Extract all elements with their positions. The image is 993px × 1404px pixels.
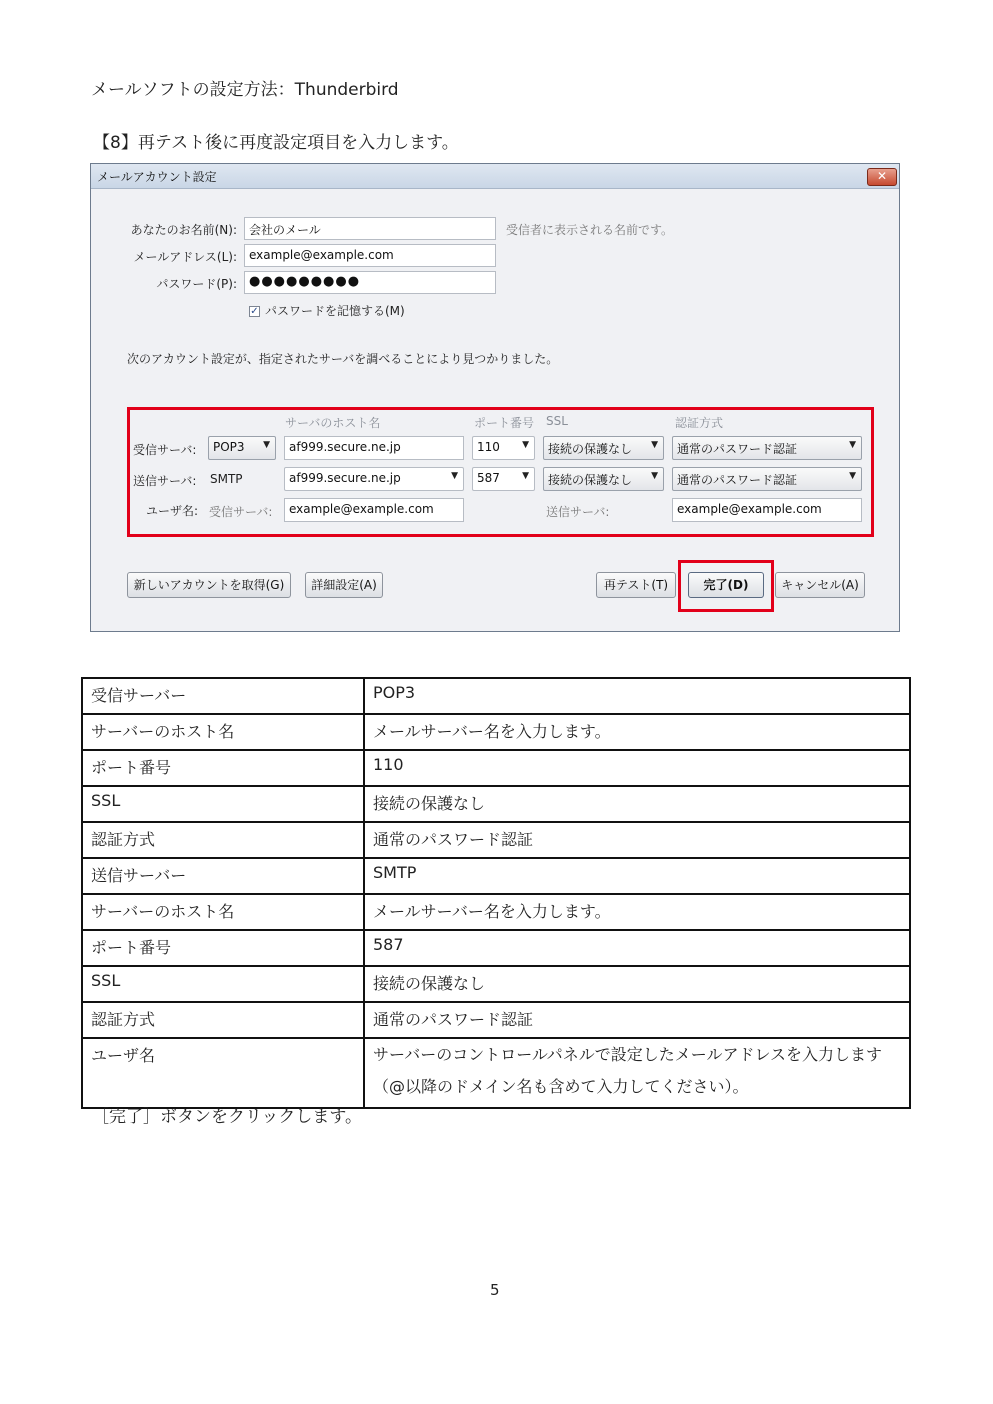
table-key-cell: SSL: [82, 966, 364, 1002]
table-key-cell: サーバーのホスト名: [82, 714, 364, 750]
table-value-cell: POP3: [364, 678, 910, 714]
chevron-down-icon: ▼: [651, 471, 658, 481]
incoming-port-value: 110: [477, 440, 500, 454]
done-button[interactable]: 完了(D): [688, 572, 764, 598]
name-hint: 受信者に表示される名前です。: [506, 223, 674, 237]
table-key-cell: ユーザ名: [82, 1038, 364, 1108]
retest-button[interactable]: 再テスト(T): [596, 572, 676, 598]
email-input[interactable]: example@example.com: [244, 244, 496, 267]
password-input[interactable]: ●●●●●●●●●: [244, 271, 496, 294]
table-key-cell: 送信サーバー: [82, 858, 364, 894]
remember-password-label: パスワードを記憶する(M): [265, 304, 405, 318]
remember-password-checkbox[interactable]: ✓: [250, 306, 259, 317]
username-outgoing-label: 送信サーバ:: [546, 505, 610, 519]
email-label: メールアドレス(L):: [133, 250, 237, 264]
outgoing-auth-select[interactable]: [672, 467, 862, 491]
dialog-body: [91, 189, 899, 631]
incoming-ssl-value: 接続の保護なし: [548, 442, 633, 456]
table-key-cell: SSL: [82, 786, 364, 822]
table-row: [82, 1038, 910, 1108]
password-label: パスワード(P):: [156, 277, 237, 291]
table-key-cell: 認証方式: [82, 1002, 364, 1038]
outgoing-type-value: SMTP: [210, 472, 243, 486]
username-label: ユーザ名:: [146, 504, 199, 518]
dialog-titlebar: [91, 164, 899, 189]
mail-account-dialog: [90, 163, 900, 632]
table-row: [82, 750, 910, 786]
chevron-down-icon: ▼: [849, 440, 856, 450]
incoming-type-select[interactable]: [208, 436, 276, 460]
table-row: [82, 966, 910, 1002]
table-value-cell: メールサーバー名を入力します。: [364, 894, 910, 930]
outgoing-port-value: 587: [477, 471, 500, 485]
outgoing-host-value: af999.secure.ne.jp: [289, 471, 401, 485]
chevron-down-icon: ▼: [263, 440, 270, 450]
username-outgoing-input[interactable]: example@example.com: [672, 498, 862, 522]
username-incoming-input[interactable]: example@example.com: [284, 498, 464, 522]
chevron-down-icon: ▼: [849, 471, 856, 481]
col-host-header: サーバのホスト名: [285, 416, 381, 430]
table-row: [82, 678, 910, 714]
click-done-note: ［完了］ボタンをクリックします。: [92, 1107, 362, 1127]
chevron-down-icon: ▼: [522, 440, 529, 450]
name-input[interactable]: 会社のメール: [244, 217, 496, 240]
found-message: 次のアカウント設定が、指定されたサーバを調べることにより見つかりました。: [127, 352, 559, 366]
table-key-cell: ポート番号: [82, 930, 364, 966]
advanced-settings-button[interactable]: 詳細設定(A): [305, 572, 383, 598]
table-row: [82, 822, 910, 858]
chevron-down-icon: ▼: [451, 471, 458, 481]
cancel-button[interactable]: キャンセル(A): [775, 572, 865, 598]
step-heading: 【8】再テスト後に再度設定項目を入力します。: [93, 133, 459, 153]
table-value-cell: SMTP: [364, 858, 910, 894]
incoming-auth-select[interactable]: [672, 436, 862, 460]
col-ssl-header: SSL: [546, 414, 568, 428]
table-value-cell: サーバーのコントロールパネルで設定したメールアドレスを入力します（@以降のドメイン名も含めて入力してください）。: [364, 1038, 910, 1108]
incoming-type-value: POP3: [213, 440, 245, 454]
new-account-button[interactable]: 新しいアカウントを取得(G): [127, 572, 291, 598]
table-row: [82, 930, 910, 966]
table-value-cell: メールサーバー名を入力します。: [364, 714, 910, 750]
settings-table: [81, 677, 911, 1109]
table-key-cell: 受信サーバー: [82, 678, 364, 714]
table-key-cell: 認証方式: [82, 822, 364, 858]
incoming-server-label: 受信サーバ:: [133, 443, 197, 457]
outgoing-port-combo[interactable]: [472, 467, 535, 491]
incoming-port-combo[interactable]: [472, 436, 535, 460]
table-row: [82, 858, 910, 894]
outgoing-host-combo[interactable]: [284, 467, 464, 491]
chevron-down-icon: ▼: [522, 471, 529, 481]
table-key-cell: サーバーのホスト名: [82, 894, 364, 930]
document-title: メールソフトの設定方法：Thunderbird: [91, 80, 399, 100]
table-value-cell: 通常のパスワード認証: [364, 822, 910, 858]
outgoing-ssl-value: 接続の保護なし: [548, 473, 633, 487]
incoming-ssl-select[interactable]: [543, 436, 664, 460]
col-auth-header: 認証方式: [675, 416, 724, 430]
table-row: [82, 786, 910, 822]
outgoing-server-label: 送信サーバ:: [133, 474, 197, 488]
outgoing-ssl-select[interactable]: [543, 467, 664, 491]
table-row: [82, 1002, 910, 1038]
table-row: [82, 894, 910, 930]
table-value-cell: 接続の保護なし: [364, 786, 910, 822]
name-label: あなたのお名前(N):: [130, 223, 237, 237]
table-row: [82, 714, 910, 750]
outgoing-auth-value: 通常のパスワード認証: [677, 473, 798, 487]
chevron-down-icon: ▼: [651, 440, 658, 450]
username-incoming-label: 受信サーバ:: [209, 505, 273, 519]
page-number: 5: [490, 1281, 500, 1299]
dialog-title: メールアカウント設定: [97, 170, 217, 184]
col-port-header: ポート番号: [474, 416, 535, 430]
table-key-cell: ポート番号: [82, 750, 364, 786]
incoming-host-input[interactable]: af999.secure.ne.jp: [284, 436, 464, 460]
table-value-cell: 587: [364, 930, 910, 966]
incoming-auth-value: 通常のパスワード認証: [677, 442, 798, 456]
table-value-cell: 通常のパスワード認証: [364, 1002, 910, 1038]
table-value-cell: 110: [364, 750, 910, 786]
table-value-cell: 接続の保護なし: [364, 966, 910, 1002]
close-icon[interactable]: ✕: [867, 168, 897, 186]
